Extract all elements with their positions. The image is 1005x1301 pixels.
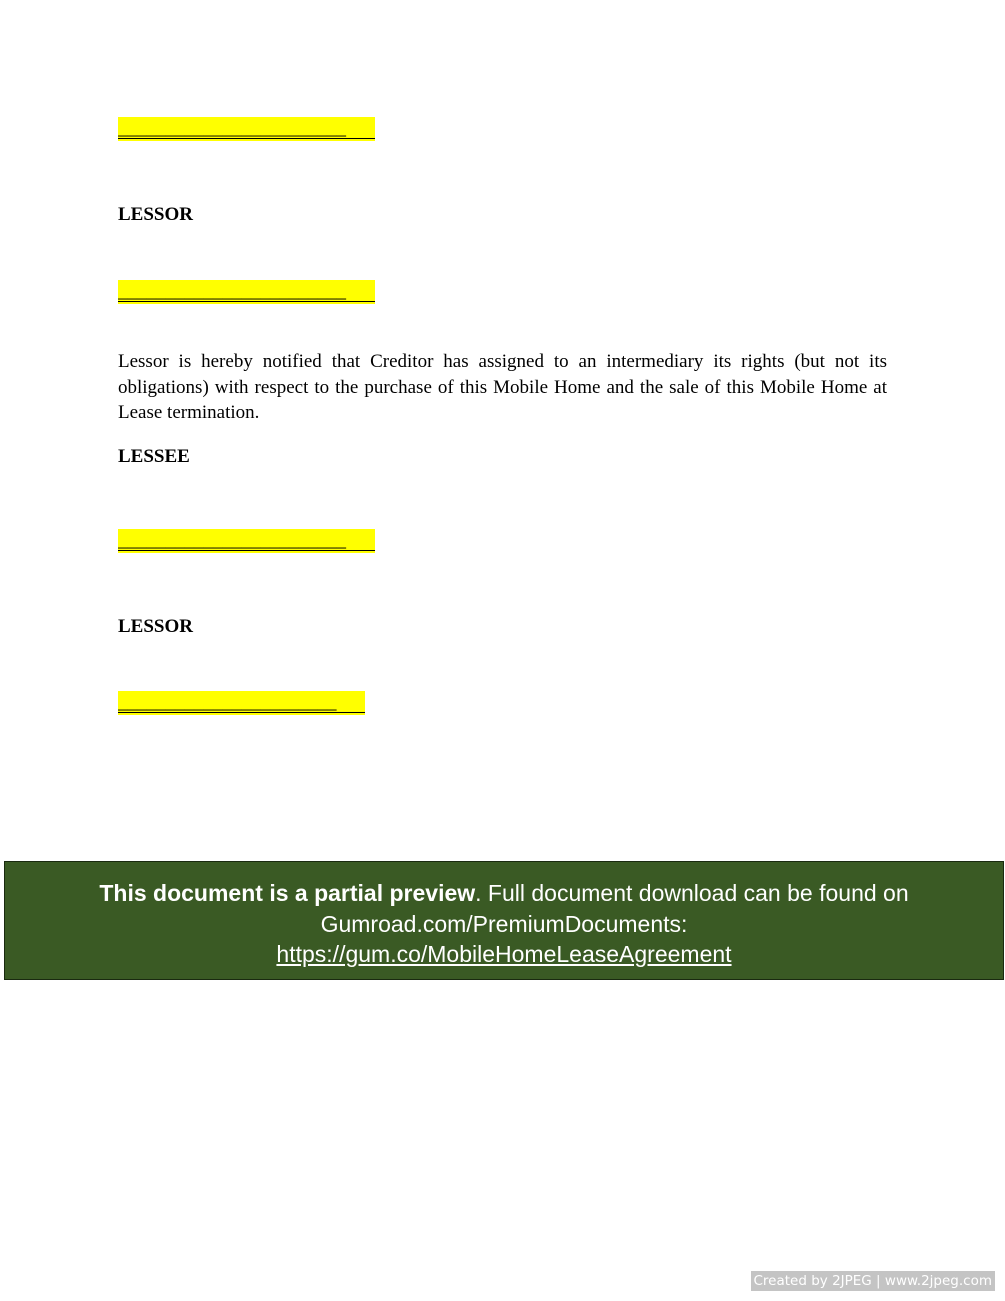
signature-line-top[interactable]: ________________________	[118, 117, 375, 141]
lessor-heading-second: LESSOR	[118, 616, 193, 637]
banner-bold-text: This document is a partial preview	[99, 880, 476, 906]
lessee-heading: LESSEE	[118, 446, 190, 467]
banner-line-3	[5, 939, 1003, 970]
banner-line-2: Gumroad.com/PremiumDocuments:	[320, 910, 688, 937]
banner-line-1	[5, 878, 1003, 909]
banner-text-rest: . Full document download can be found on	[475, 880, 909, 906]
download-link[interactable]: https://gum.co/MobileHomeLeaseAgreement	[276, 941, 732, 967]
partial-preview-banner	[4, 861, 1004, 980]
watermark-label: Created by 2JPEG | www.2jpeg.com	[751, 1271, 996, 1291]
lessee-signature-line[interactable]: ________________________	[118, 529, 375, 553]
lessor-heading: LESSOR	[118, 204, 193, 225]
lessor-signature-line-second[interactable]: _______________________	[118, 691, 365, 715]
lessor-signature-line[interactable]: ________________________	[118, 280, 375, 304]
assignment-notice-paragraph: Lessor is hereby notified that Creditor has assigned to an intermediary its rights (but not its obligations) with respect to the purchase of this Mobile Home and the sale of this Mobile Home at Lease termination.	[118, 351, 887, 423]
